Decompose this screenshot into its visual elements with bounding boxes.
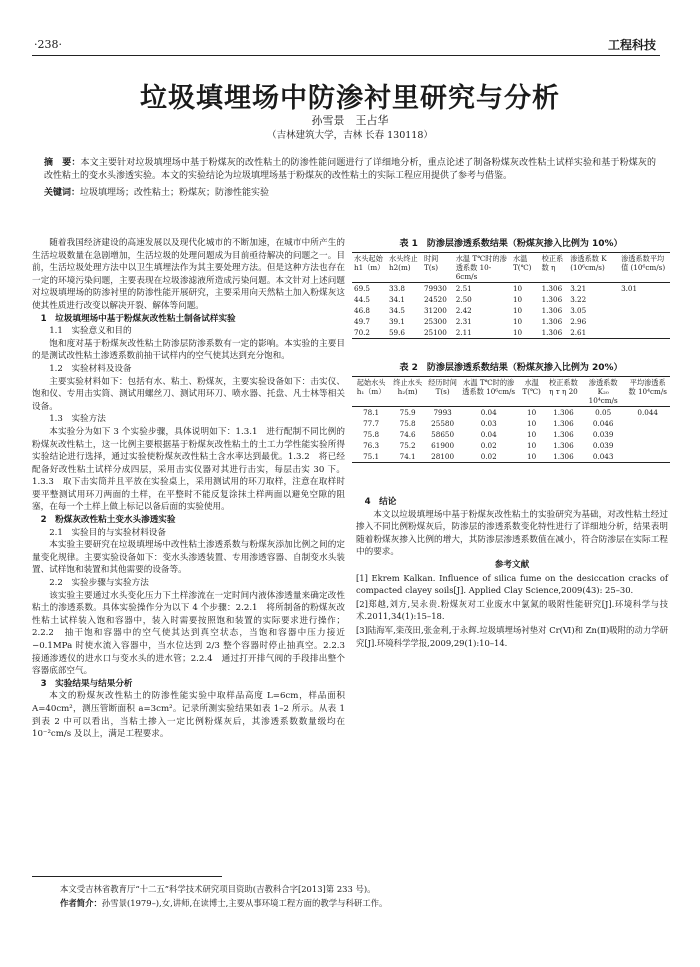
table-cell: 70.2 <box>352 327 387 339</box>
author-bio-label: 作者简介： <box>60 898 102 908</box>
section-heading: 2 粉煤灰改性粘土变水头渗透实验 <box>40 515 176 526</box>
table-cell: 61900 <box>431 441 455 450</box>
table-cell: 76.3 <box>363 441 380 450</box>
table-cell: 33.8 <box>388 284 405 293</box>
table-row <box>352 418 670 429</box>
affiliation: （吉林建筑大学，吉林 长春 130118） <box>267 130 433 141</box>
table-cell: 79930 <box>423 284 447 293</box>
table-cell: 2.96 <box>570 317 587 326</box>
table-header-cell: 水温 T℃时的渗透系数 10-6cm/s <box>454 253 511 283</box>
table-cell: 1.306 <box>540 327 569 339</box>
table-header-cell: 渗透系数 K₂₀ 10⁴cm/s <box>581 377 626 407</box>
body-right-column <box>356 496 668 650</box>
table-cell: 2.42 <box>455 306 472 315</box>
table-1 <box>352 236 670 339</box>
references-heading: 参考文献 <box>494 559 530 570</box>
paper-title: 垃圾填埋场中防渗衬里研究与分析 <box>140 83 560 114</box>
table-cell <box>625 440 670 451</box>
keywords-text: 垃圾填埋场；改性粘土；粉煤灰；防渗性能实验 <box>80 188 270 198</box>
table-cell: 77.7 <box>363 419 380 428</box>
table-header-cell: 水温 T(℃) <box>511 253 540 283</box>
conclusion-text: 本文以垃圾填埋场中基于粉煤灰改性粘土的实验研究为基础，对改性粘土经过掺入不同比例粉煤灰后，防渗层的渗透系数变化特性进行了详细地分析，结果表明随着粉煤灰掺入比例的增大，其防渗层渗透系数值在减小，符合防渗层在实际工程中的要求。 <box>356 509 668 558</box>
table-cell: 0.04 <box>480 430 497 439</box>
keywords-label: 关键词： <box>44 188 81 198</box>
table-cell <box>625 418 670 429</box>
table-cell: 75.9 <box>399 408 416 417</box>
table-cell <box>625 451 670 463</box>
table-cell: 69.5 <box>354 284 371 293</box>
table-cell: 46.8 <box>354 306 371 315</box>
table-cell <box>625 429 670 440</box>
table-cell: 2.31 <box>455 317 472 326</box>
section-heading: 2.1 实验目的与实验材料设备 <box>49 527 166 538</box>
table-row <box>352 407 670 419</box>
references-list <box>356 572 668 650</box>
table-cell: 10 <box>527 408 537 417</box>
table-header-cell: 校正系数 η <box>540 253 569 283</box>
table-cell: 3.05 <box>570 306 587 315</box>
keywords <box>44 187 656 200</box>
table-cell: 25100 <box>422 327 454 339</box>
table-cell: 0.039 <box>592 430 614 439</box>
table-cell: 2.51 <box>455 284 472 293</box>
body-paragraph: 本实验主要研究在垃圾填埋场中改性粘土渗透系数与粉煤灰添加比例之间的定量变化规律。主要实验设备如下：变水头渗透装置、专用渗透容器、自制变水头装置、试样饱和装置和其他需要的设备等。 <box>32 540 345 576</box>
table-header-cell: 起始水头 h₁（m） <box>352 377 390 407</box>
section-heading: 1.3 实验方法 <box>49 414 106 425</box>
table-row <box>352 429 670 440</box>
author-bio-text: 孙雪景(1979–),女,讲师,在读博士,主要从事环境工程方面的教学与科研工作。 <box>101 898 388 908</box>
table-cell: 0.044 <box>637 408 658 417</box>
table-cell: 1.306 <box>541 317 563 326</box>
table-cell: 0.04 <box>480 408 497 417</box>
table-row <box>352 440 670 451</box>
table-cell: 49.7 <box>354 317 371 326</box>
table-cell: 0.03 <box>480 419 497 428</box>
table-cell: 1.306 <box>553 430 574 439</box>
table-cell <box>619 316 670 327</box>
reference-item: [1] Ekrem Kalkan. Influence of silica fume on the desiccation cracks of compacted clayey soils[J]. Applied Clay Science,2009(43): 25–30. <box>356 572 668 596</box>
table-cell: 0.05 <box>595 408 612 417</box>
table-cell: 2.11 <box>454 327 511 339</box>
table-cell: 2.50 <box>455 295 472 304</box>
table-cell: 1.306 <box>553 408 574 417</box>
table-cell: 0.02 <box>460 451 517 463</box>
abstract-text: 本文主要针对垃圾填埋场中基于粉煤灰的改性粘土的防渗性能问题进行了详细地分析，重点论述了制备粉煤灰改性粘土试样实验和基于粉煤灰的改性粘土的变水头渗透实验。本文的实验结论为垃圾填埋场基于粉煤灰的改性粘土的实际工程应用提供了参考与借鉴。 <box>44 158 656 181</box>
table-header-cell: 渗透系数 K (10⁶cm/s) <box>568 253 619 283</box>
table-cell: 25300 <box>423 317 447 326</box>
table-header-cell: 校正系数 η т η 20 <box>546 377 581 407</box>
table-cell: 10 <box>512 295 523 304</box>
table-cell: 25580 <box>431 419 455 428</box>
table-header-cell: 水头起始 h1（m） <box>352 253 387 283</box>
table-cell: 10 <box>512 317 523 326</box>
table-cell: 1.306 <box>546 451 581 463</box>
author-bio <box>60 897 680 909</box>
table-cell: 78.1 <box>363 408 380 417</box>
table-cell: 10 <box>512 306 523 315</box>
table-cell: 10 <box>527 430 537 439</box>
header-rule <box>32 55 660 56</box>
funding-note: 本文受吉林省教育厅“十二五”科学技术研究项目资助(吉教科合字[2013]第 233 号)。 <box>60 884 376 894</box>
table-cell: 0.02 <box>480 441 497 450</box>
table-header-cell: 水头终止 h2(m) <box>387 253 422 283</box>
table-header-cell: 渗透系数平均值 (10⁶cm/s) <box>619 253 670 283</box>
table-cell: 10 <box>527 441 537 450</box>
section-heading: 1.2 实验材料及设备 <box>49 363 132 374</box>
body-left-column <box>32 237 354 741</box>
page-number: ·238· <box>34 38 62 51</box>
table-row <box>352 451 670 463</box>
body-paragraph: 该实验主要通过水头变化压力下土样渗流在一定时间内液体渗透量来确定改性粘土的渗透系数。具体实验操作分为以下 4 个步骤：2.2.1 将所制备的粉煤灰改性粘土试样装入饱和容器中，装入时需要按照饱和装置的实际要求进行操作；2.2.2 抽干饱和容器中的空气使其达到真空状态，当饱和容器中压力接近 −0.1MPa 时使水流入容器中，当水位达到 2/3 整个容器时停止抽真空。2.2.3 接通渗透仪的进水口与变水头的进水管；2.2.4 通过打开排气阀的手段排出整个容器底部空气。 <box>32 590 354 677</box>
table-cell: 0.039 <box>592 441 614 450</box>
table-cell: 10 <box>527 419 537 428</box>
table-cell: 3.22 <box>570 295 587 304</box>
table-row <box>352 294 670 305</box>
body-paragraph: 本实验分为如下 3 个实验步骤，具体说明如下：1.3.1 进行配制不同比例的粉煤灰改性粘土，这一比例主要根据基于粉煤灰改性粘土的土工力学性能实验所得实验结论进行选择，通过实验使粉煤灰改性粘土含水率达到最优。1.3.2 将已经配备好改性粘土试样分成四层，采用击实仪器对其进行击实，每层击实 30 下。1.3.3 取下击实筒并且平放在实验桌上，采用测试用的环刀取样，注意在取样时要平整测试用环刀两面的土样，在平整时不能反复涂抹土样两面以避免空隙的阻塞，在每一个土样上做上标记以备后面的实验使用。 <box>32 426 345 513</box>
table-cell: 10 <box>511 327 540 339</box>
table-cell: 1.306 <box>541 295 563 304</box>
table-cell: 34.5 <box>388 306 405 315</box>
section-heading: 1 垃圾填埋场中基于粉煤灰改性粘土制备试样实验 <box>40 313 236 324</box>
table-cell <box>619 305 670 316</box>
table-cell: 75.2 <box>399 441 416 450</box>
table-cell: 58650 <box>431 430 455 439</box>
table-cell: 7993 <box>433 408 452 417</box>
footnote-rule <box>32 876 222 877</box>
table-cell: 10 <box>512 284 523 293</box>
table-cell: 44.5 <box>354 295 371 304</box>
table-row <box>352 327 670 339</box>
table-1-grid <box>352 252 670 339</box>
table-row <box>352 283 670 295</box>
table-cell <box>619 327 670 339</box>
table-cell: 34.1 <box>388 295 405 304</box>
body-paragraph: 随着我国经济建设的高速发展以及现代化城市的不断加速，在城市中所产生的生活垃圾数量在急剧增加，生活垃圾的处理问题成为目前亟待解决的问题之一。目前，生活垃圾处理方法中以卫生填埋法作为其主要处理方法。但是这种方法也存在一定的环境污染问题，主要表现在垃圾渗滤液所造成污染问题。本文针对上述问题对垃圾填埋场的防渗衬里的防渗性能开展研究，主要采用向天然粘土加入粉煤灰这使其性质进行改变以解决开裂、解体等问题。 <box>32 238 345 311</box>
abstract-label: 摘 要： <box>44 158 81 168</box>
journal-section: 工程科技 <box>607 38 656 52</box>
table-row <box>352 316 670 327</box>
section-heading: 1.1 实验意义和目的 <box>49 326 132 337</box>
body-paragraph: 本文的粉煤灰改性粘土的防渗性能实验中取样品高度 L=6cm，样品面积 A=40cm²，测压管断面积 a=3cm²。记录所测实验结果如表 1–2 所示。从表 1 到表 2 中可以看出，当粘土掺入一定比例粉煤灰后，其渗透系数数量级均在 10⁻²cm/s 及以上，满足工程要求。 <box>32 691 345 740</box>
table-cell: 31200 <box>423 306 447 315</box>
table-2 <box>352 360 670 463</box>
table-cell: 0.046 <box>592 419 614 428</box>
table-cell: 0.043 <box>581 451 626 463</box>
table-row <box>352 305 670 316</box>
table-cell: 1.306 <box>541 284 563 293</box>
table-1-caption: 表 1 防渗层渗透系数结果（粉煤灰掺入比例为 10%） <box>399 239 623 249</box>
table-cell: 3.01 <box>621 284 638 293</box>
table-header-cell: 水温 T(℃) <box>517 377 546 407</box>
table-cell: 75.8 <box>399 419 416 428</box>
table-cell: 1.306 <box>553 419 574 428</box>
table-cell: 39.1 <box>388 317 405 326</box>
table-header-cell: 时间 T(s) <box>422 253 454 283</box>
table-cell: 3.21 <box>570 284 587 293</box>
body-paragraph: 主要实验材料如下：包括有水、粘土、粉煤灰，主要实验设备如下：击实仪、饱和仪、专用击实筒、测试用螺丝刀、测试用环刀、喷水器、托盘、凡士林等相关设备。 <box>32 376 345 412</box>
table-cell: 75.8 <box>363 430 380 439</box>
table-2-grid <box>352 376 670 463</box>
table-cell: 74.1 <box>390 451 425 463</box>
body-paragraph: 饱和度对基于粉煤灰改性粘土防渗层防渗系数有一定的影响。本实验的主要目的是测试改性粘土渗透系数前抽干试样内的空气使其达到充分饱和。 <box>32 338 345 362</box>
table-2-caption: 表 2 防渗层渗透系数结果（粉煤灰掺入比例为 20%） <box>399 363 623 373</box>
table-cell: 1.306 <box>553 441 574 450</box>
table-cell: 74.6 <box>399 430 416 439</box>
table-cell: 24520 <box>423 295 447 304</box>
table-cell: 1.306 <box>541 306 563 315</box>
table-cell: 2.61 <box>568 327 619 339</box>
conclusion-heading: 4 结论 <box>364 497 397 507</box>
reference-item: [2]郑越,刘方,吴永贵.粉煤灰对工业废水中氯氮的吸附性能研究[J].环境科学与技术.2011,34(1):15–18. <box>356 598 668 622</box>
reference-item: [3]陆海军,栾茂田,张金利,于永辉.垃圾填埋场衬垫对 Cr(Ⅵ)和 Zn(Ⅱ)吸附的动力学研究[J].环境科学学报,2009,29(1):10–14. <box>356 624 668 648</box>
section-heading: 2.2 实验步骤与实验方法 <box>49 578 149 589</box>
table-cell <box>619 294 670 305</box>
table-header-cell: 水温 T℃时的渗透系数 10⁶cm/s <box>460 377 517 407</box>
table-cell: 75.1 <box>352 451 390 463</box>
table-header-cell: 经历时间 T(s) <box>425 377 460 407</box>
table-header-cell: 终止水头 h₂(m) <box>390 377 425 407</box>
abstract <box>44 157 656 183</box>
table-cell: 59.6 <box>387 327 422 339</box>
table-header-cell: 平均渗透系数 10⁴cm/s <box>625 377 670 407</box>
table-cell: 10 <box>517 451 546 463</box>
table-cell: 28100 <box>425 451 460 463</box>
authors: 孙雪景 王占华 <box>311 114 389 127</box>
section-heading: 3 实验结果与结果分析 <box>40 678 133 689</box>
